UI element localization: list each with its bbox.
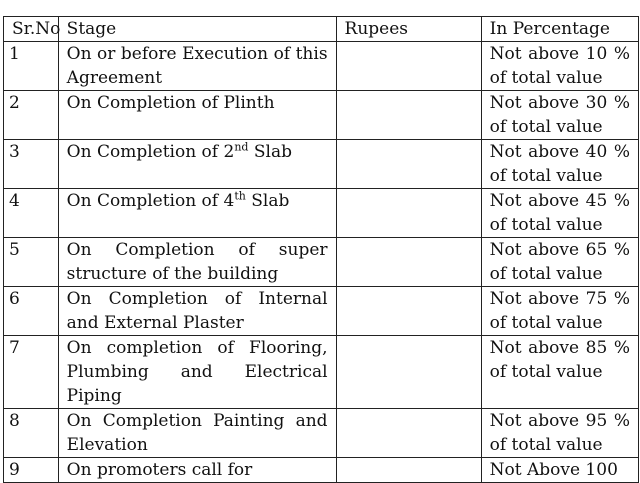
row-stage — [58, 238, 336, 287]
row-percentage: Not above 65 % of total value — [481, 238, 638, 287]
stage-text: On Completion of 4 — [66, 191, 235, 211]
stage-text: On Completion of super structure of the building — [66, 240, 328, 284]
row-rupees — [336, 336, 481, 409]
row-stage — [58, 287, 336, 336]
row-percentage: Not above 75 % of total value — [481, 287, 638, 336]
row-rupees — [336, 287, 481, 336]
row-percentage: Not above 85 % of total value — [481, 336, 638, 409]
ordinal-suffix: th — [234, 189, 246, 203]
row-percentage: Not above 40 % of total value — [481, 140, 638, 189]
table-row — [4, 336, 639, 409]
row-number: 2 — [4, 91, 59, 140]
row-stage — [58, 140, 336, 189]
table-row — [4, 409, 639, 458]
row-percentage: Not above 10 % of total value — [481, 42, 638, 91]
row-rupees — [336, 238, 481, 287]
row-stage — [58, 458, 336, 483]
stage-text: On Completion of Plinth — [66, 93, 275, 113]
table-row — [4, 42, 639, 91]
header-stage: Stage — [58, 17, 336, 42]
row-rupees — [336, 91, 481, 140]
table-row — [4, 140, 639, 189]
stage-text: On promoters call for — [66, 460, 253, 480]
header-sr-no: Sr.No — [4, 17, 59, 42]
table-row — [4, 287, 639, 336]
row-stage — [58, 409, 336, 458]
row-number: 3 — [4, 140, 59, 189]
stage-text: On or before Execution of this Agreement — [66, 44, 328, 88]
stage-text-end: Slab — [248, 142, 292, 162]
row-number: 1 — [4, 42, 59, 91]
row-rupees — [336, 458, 481, 483]
row-number: 7 — [4, 336, 59, 409]
row-number: 6 — [4, 287, 59, 336]
stage-text-end: Slab — [245, 191, 290, 211]
row-stage — [58, 189, 336, 238]
table-row — [4, 91, 639, 140]
row-stage — [58, 336, 336, 409]
payment-schedule-table — [3, 16, 639, 483]
stage-text: On Completion of 2 — [66, 142, 235, 162]
row-percentage: Not above 45 % of total value — [481, 189, 638, 238]
table-row — [4, 458, 639, 483]
row-percentage: Not above 95 % of total value — [481, 409, 638, 458]
table-row — [4, 189, 639, 238]
ordinal-suffix: nd — [234, 140, 249, 154]
table-header-row — [4, 17, 639, 42]
stage-text: On Completion of Internal and External Plaster — [66, 289, 328, 333]
row-number: 8 — [4, 409, 59, 458]
row-number: 9 — [4, 458, 59, 483]
row-number: 5 — [4, 238, 59, 287]
header-rupees: Rupees — [336, 17, 481, 42]
row-stage — [58, 91, 336, 140]
row-stage — [58, 42, 336, 91]
stage-text: On completion of Flooring, Plumbing and Electrical Piping — [66, 338, 328, 406]
row-rupees — [336, 42, 481, 91]
row-rupees — [336, 140, 481, 189]
header-percentage: In Percentage — [481, 17, 638, 42]
row-rupees — [336, 409, 481, 458]
row-percentage: Not Above 100 — [481, 458, 638, 483]
table-row — [4, 238, 639, 287]
row-percentage: Not above 30 % of total value — [481, 91, 638, 140]
row-rupees — [336, 189, 481, 238]
stage-text: On Completion Painting and Elevation — [66, 411, 328, 455]
row-number: 4 — [4, 189, 59, 238]
